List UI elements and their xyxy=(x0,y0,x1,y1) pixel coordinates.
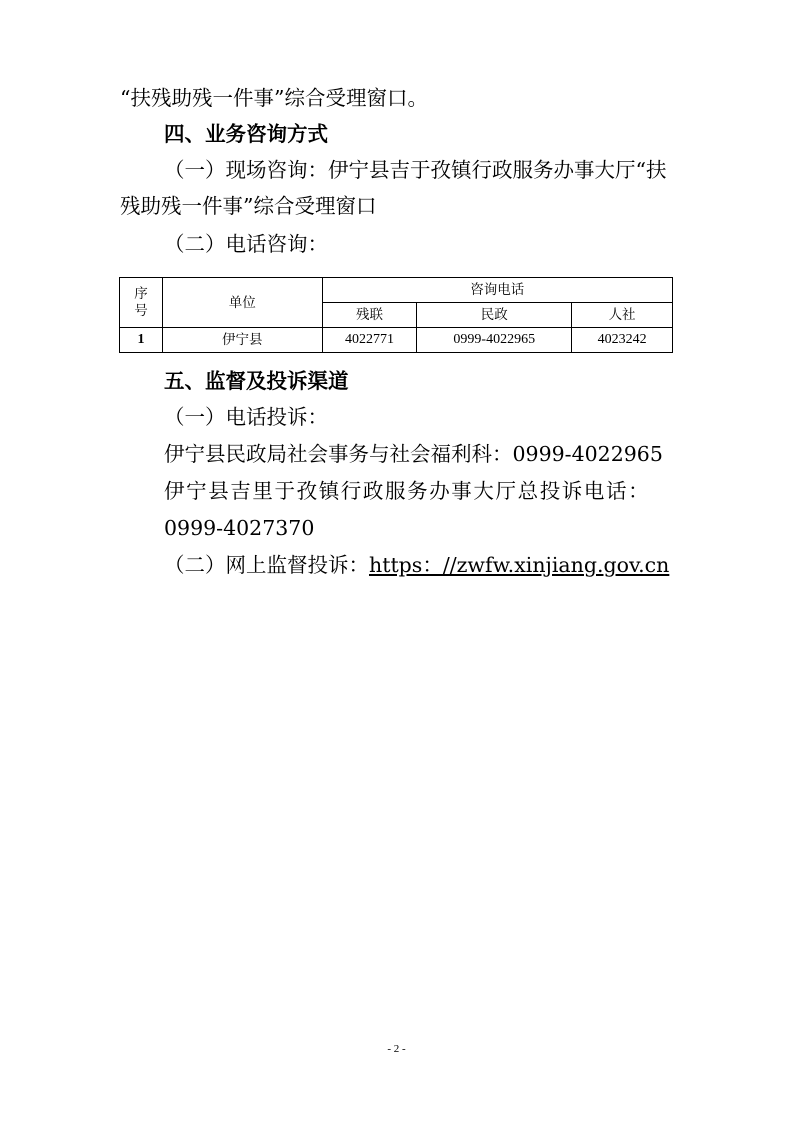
paragraph-civil-affairs-phone: 伊宁县民政局社会事务与社会福利科：0999-4022965 xyxy=(164,442,663,466)
paragraph-onsite-consultation-cont: 残助残一件事”综合受理窗口 xyxy=(120,194,377,218)
cell-phone-civil-affairs: 0999-4022965 xyxy=(417,328,572,353)
online-complaint-link[interactable]: https：//zwfw.xinjiang.gov.cn xyxy=(369,553,670,577)
table-row xyxy=(120,328,673,353)
subheader-civil-affairs: 民政 xyxy=(417,303,572,328)
paragraph-onsite-consultation: （一）现场咨询：伊宁县吉于孜镇行政服务办事大厅“扶 xyxy=(164,158,667,182)
paragraph-service-hall-phone: 伊宁县吉里于孜镇行政服务办事大厅总投诉电话： xyxy=(164,479,651,503)
header-seq xyxy=(120,278,163,328)
header-phone: 咨询电话 xyxy=(322,278,672,303)
paragraph-online-complaint xyxy=(164,551,669,579)
paragraph-service-hall-number: 0999-4027370 xyxy=(164,516,315,540)
cell-unit: 伊宁县 xyxy=(162,328,322,353)
online-complaint-label: （二）网上监督投诉： xyxy=(164,553,369,577)
heading-consultation-methods: 四、业务咨询方式 xyxy=(164,122,328,146)
paragraph-window: “扶残助残一件事”综合受理窗口。 xyxy=(120,86,428,110)
table-header-row xyxy=(120,278,673,303)
header-seq-label: 序号 xyxy=(134,285,148,319)
paragraph-phone-consultation: （二）电话咨询： xyxy=(164,232,328,256)
paragraph-phone-complaint: （一）电话投诉： xyxy=(164,405,328,429)
header-unit: 单位 xyxy=(162,278,322,328)
cell-seq: 1 xyxy=(120,328,163,353)
subheader-human-resources: 人社 xyxy=(572,303,673,328)
page-number: - 2 - xyxy=(387,1043,406,1055)
cell-phone-disabled-federation: 4022771 xyxy=(322,328,417,353)
cell-phone-human-resources: 4023242 xyxy=(572,328,673,353)
subheader-disabled-federation: 残联 xyxy=(322,303,417,328)
consultation-phone-table xyxy=(119,277,673,353)
heading-supervision-channels: 五、监督及投诉渠道 xyxy=(164,369,349,393)
